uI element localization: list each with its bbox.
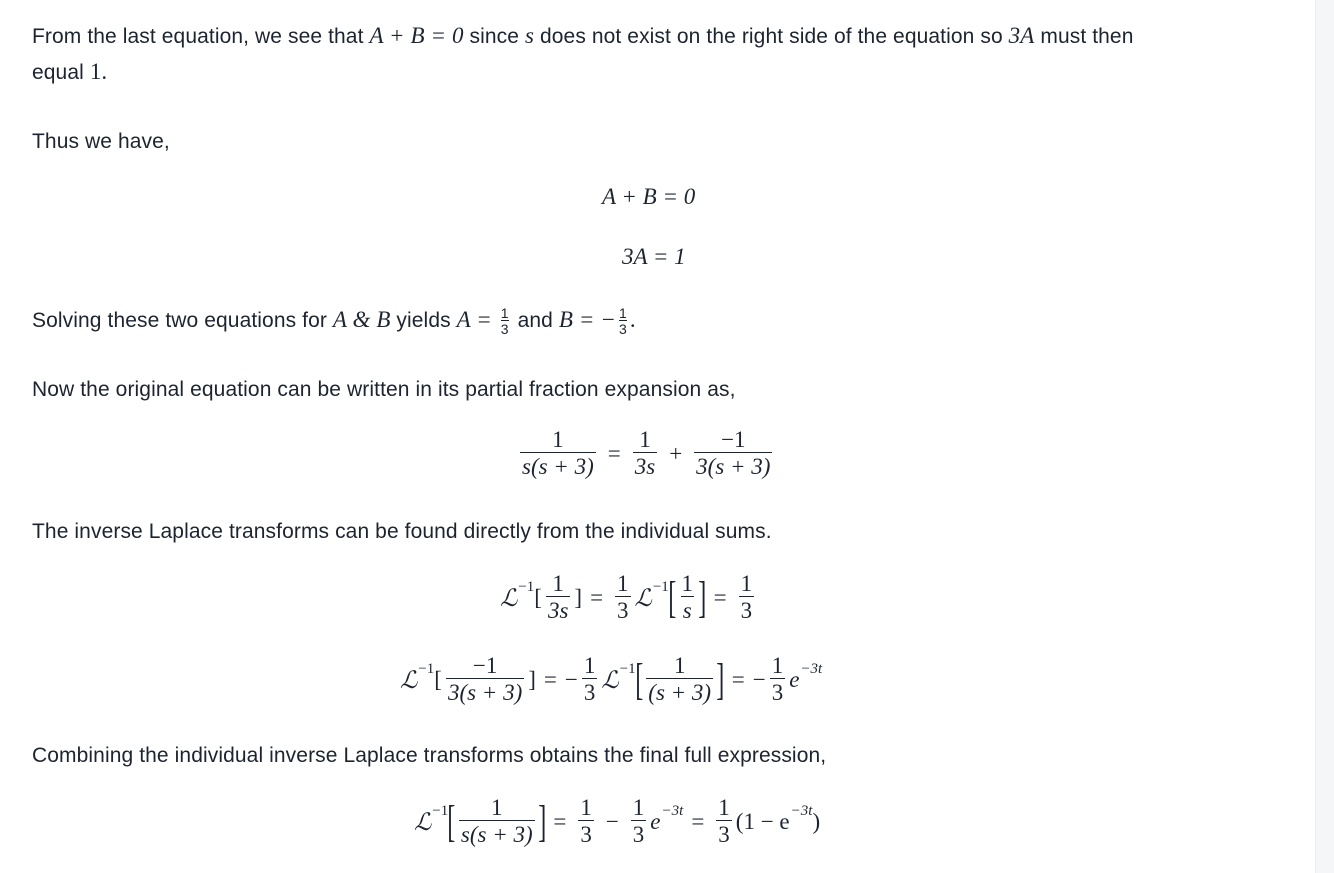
equals-sign: =	[731, 666, 745, 692]
math-inline: B = −	[558, 307, 616, 332]
denominator: s(s + 3)	[460, 822, 533, 848]
denominator: 3	[632, 822, 645, 848]
numerator: 1	[771, 653, 784, 678]
text: yields	[396, 309, 451, 332]
fraction-one-third	[501, 306, 509, 336]
denominator: 3	[580, 822, 592, 848]
minus-sign: −	[564, 666, 578, 692]
equals-sign: =	[607, 440, 621, 466]
numerator: 1	[632, 795, 645, 820]
math-inline: A + B = 0	[369, 23, 464, 48]
text: and	[517, 309, 553, 332]
math-inline: A & B	[332, 307, 391, 332]
close-paren: )	[812, 808, 821, 834]
math-inline: 1.	[89, 59, 108, 84]
denominator: 3	[718, 822, 730, 848]
laplace-symbol: ℒ	[634, 583, 652, 612]
superscript: −3t	[800, 661, 823, 678]
equation-a-plus-b: A + B = 0	[602, 184, 696, 209]
fraction-one-third	[619, 306, 627, 336]
fraction	[631, 796, 647, 847]
denominator: 3	[771, 680, 784, 706]
fraction	[546, 572, 570, 623]
exponential: e	[789, 666, 800, 692]
fraction	[770, 654, 786, 705]
text: Solving these two equations for	[32, 309, 327, 332]
text: equal	[32, 61, 84, 84]
numerator: 1	[552, 427, 564, 452]
plus-sign: +	[669, 440, 683, 466]
superscript: −1	[619, 661, 636, 678]
denominator: 3s	[547, 598, 569, 624]
denominator: 3(s + 3)	[447, 680, 523, 706]
fraction	[739, 572, 755, 623]
superscript: −1	[432, 803, 449, 820]
minus-sign: −	[605, 808, 619, 834]
denominator: 3	[583, 680, 596, 706]
equals-sign: =	[713, 584, 727, 610]
superscript: −1	[418, 661, 435, 678]
fraction	[679, 572, 695, 623]
equation-3a: 3A = 1	[622, 244, 686, 269]
laplace-symbol: ℒ	[400, 665, 418, 694]
fraction	[615, 572, 631, 623]
paren-expression: (1 − e	[735, 808, 790, 834]
denominator: 3s	[634, 454, 656, 480]
denominator: 3	[617, 598, 629, 624]
laplace-symbol: ℒ	[601, 665, 619, 694]
fraction	[633, 428, 657, 479]
paragraph-inverse: The inverse Laplace transforms can be found directly from the individual sums.	[32, 520, 772, 543]
math-inline: A =	[456, 307, 492, 332]
paragraph-partial-fraction: Now the original equation can be written in its partial fraction expansion as,	[32, 378, 736, 401]
denominator: s	[682, 598, 692, 624]
laplace-symbol: ℒ	[500, 583, 518, 612]
equation-inverse-2: ℒ −1 [ $\frac{-1}{3(s + 3)}$ ] = − $\frac{1}{3}$ ℒ −1 [ $\frac{1}{(s + 3)}$ ] = − $\frac{1}{3}$ e −3t	[400, 653, 823, 706]
numerator: 1	[552, 571, 564, 596]
math-inline: 3A	[1008, 23, 1035, 48]
fraction	[446, 654, 524, 705]
numerator: 1	[617, 571, 629, 596]
numerator: 1	[740, 571, 753, 596]
numerator: 1	[491, 795, 503, 820]
paragraph-intro	[32, 18, 1133, 55]
superscript: −3t	[790, 803, 813, 820]
numerator: 1	[639, 427, 651, 452]
superscript: −1	[518, 579, 535, 596]
equals-sign: =	[553, 808, 567, 834]
denominator: 3(s + 3)	[696, 454, 771, 480]
fraction	[520, 428, 596, 479]
superscript: −1	[652, 579, 669, 596]
laplace-symbol: ℒ	[414, 807, 432, 836]
denominator: 3	[500, 321, 509, 338]
equation-final: ℒ −1 [ $\frac{1}{s(s + 3)}$ ] = $\frac{1}{3}$ − $\frac{1}{3}$ e −3t = $\frac{1}{3}$ (1 − e −3t )	[414, 795, 821, 848]
numerator: 1	[580, 795, 592, 820]
fraction	[578, 796, 594, 847]
paragraph-combining: Combining the individual inverse Laplace transforms obtains the final full expression,	[32, 744, 827, 767]
numerator: −1	[721, 427, 746, 452]
numerator: 1	[619, 305, 627, 322]
fraction	[459, 796, 535, 847]
paragraph-solving	[32, 302, 636, 339]
period: .	[629, 307, 636, 332]
superscript: −3t	[661, 803, 684, 820]
numerator: −1	[472, 653, 498, 678]
numerator: 1	[673, 653, 686, 678]
fraction	[646, 654, 713, 705]
numerator: 1	[681, 571, 693, 596]
math-inline: s	[524, 23, 535, 48]
fraction	[716, 796, 732, 847]
equals-sign: =	[543, 666, 557, 692]
fraction	[582, 654, 598, 705]
exponential: e	[650, 808, 661, 834]
denominator: 3	[740, 598, 753, 624]
equation-partial-fraction	[516, 428, 776, 479]
denominator: (s + 3)	[648, 680, 712, 706]
text: must then	[1040, 25, 1134, 48]
minus-sign: −	[752, 666, 766, 692]
denominator: s(s + 3)	[522, 454, 594, 480]
numerator: 1	[500, 305, 509, 322]
paragraph-thus: Thus we have,	[32, 130, 170, 153]
text: From the last equation, we see that	[32, 25, 364, 48]
denominator: 3	[619, 321, 627, 338]
numerator: 1	[583, 653, 596, 678]
paragraph-intro-cont	[32, 54, 107, 91]
scrollbar[interactable]	[1315, 0, 1334, 873]
fraction	[694, 428, 772, 479]
numerator: 1	[718, 795, 730, 820]
text: since	[469, 25, 520, 48]
text: does not exist on the right side of the equation so	[539, 25, 1003, 48]
equals-sign: =	[590, 584, 604, 610]
equation-inverse-1: ℒ −1 [ $\frac{1}{3s}$ ] = $\frac{1}{3}$ ℒ −1 [ $\frac{1}{s}$ ] = $\frac{1}{3}$	[500, 571, 753, 624]
equals-sign: =	[691, 808, 705, 834]
